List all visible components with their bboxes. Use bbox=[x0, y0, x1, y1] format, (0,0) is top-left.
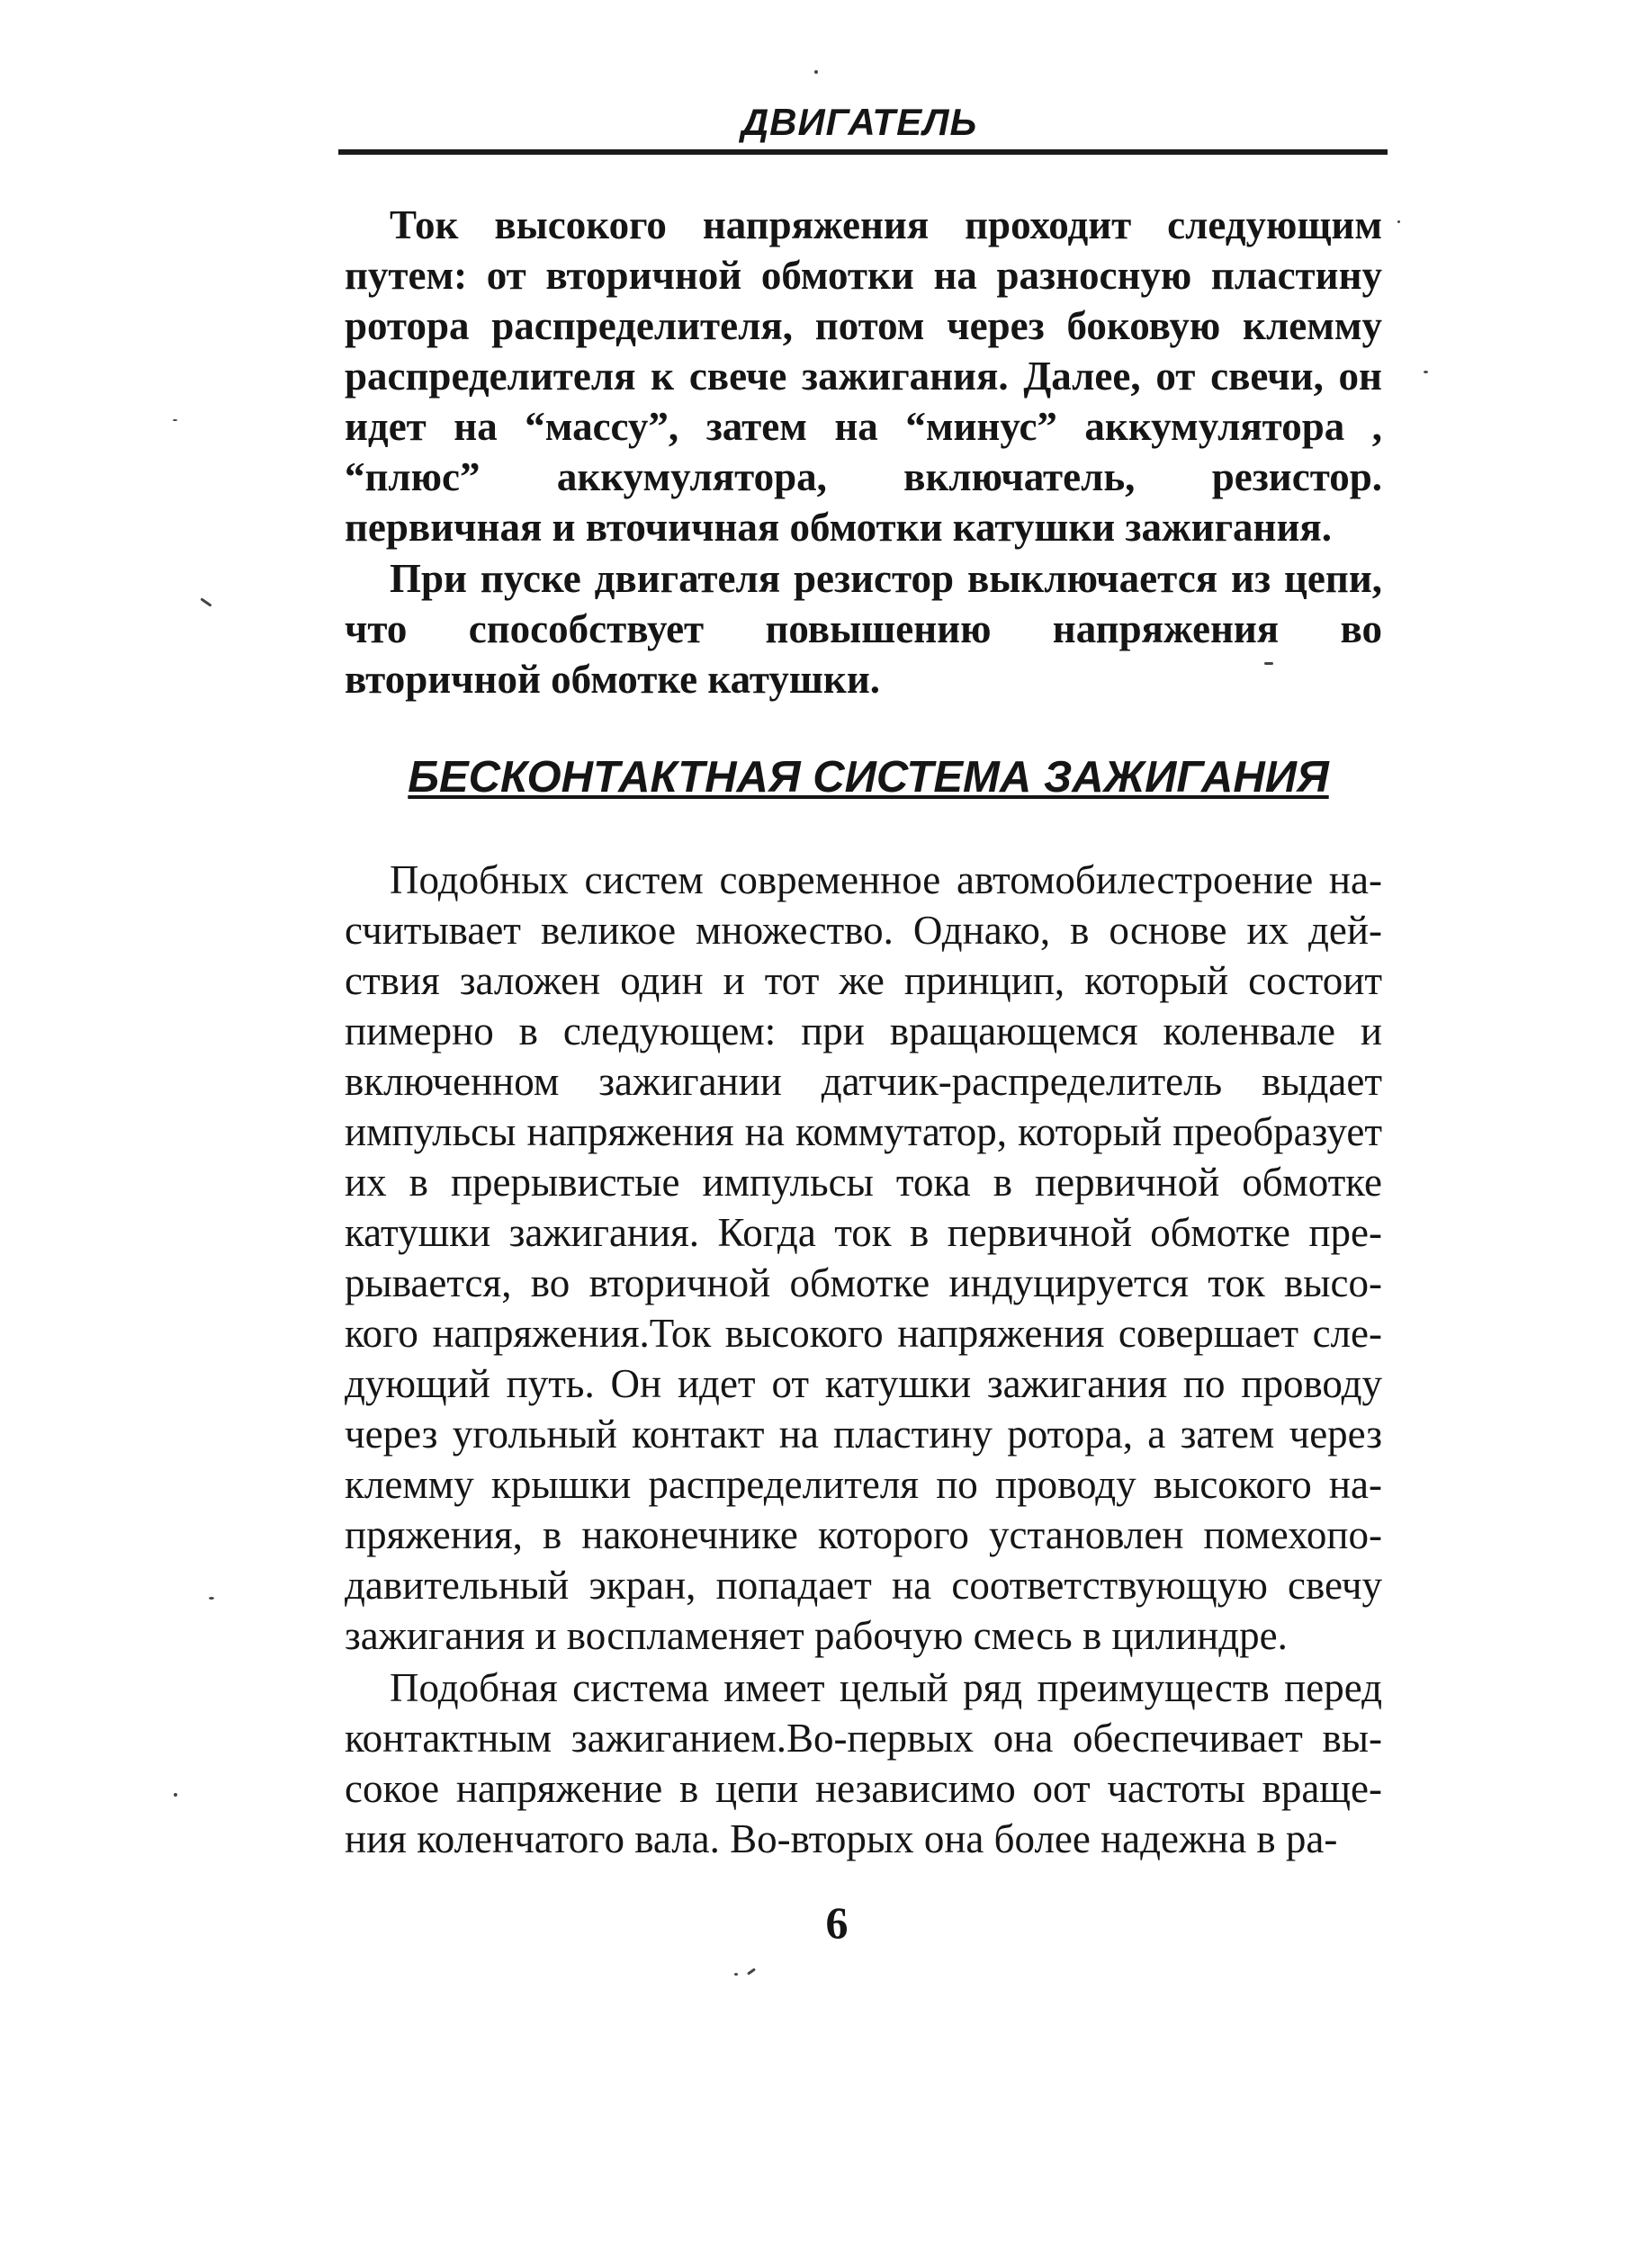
paragraph: При пуске двигателя резистор выключается из цепи, что способствует повышению напряжения во вторичной обмотке катушки. bbox=[345, 556, 1382, 702]
scan-speck bbox=[814, 70, 818, 74]
scan-speck bbox=[1397, 220, 1400, 223]
paragraph-block-section-2 bbox=[345, 1663, 1382, 1864]
scan-speck bbox=[173, 419, 177, 421]
scan-speck bbox=[1424, 371, 1428, 373]
scan-speck bbox=[209, 1597, 214, 1600]
paragraph: Ток высокого напряжения проходит следующим путем: от вторичной обмотки на разносную пластину ротора распределителя, потом через боковую клемму распределителя к свече зажигания. Далее, от свечи, он идет на “массу”, затем на “минус” аккумулятора , “плюс” аккумулятора, включатель, резистор. первичная и вточичная обмотки катушки зажигания. bbox=[345, 202, 1382, 550]
paragraph: Подобная система имеет целый ряд преимуществ перед контактным зажиганием.Во-первых она обеспечивает высокое напряжение в цепи независимо оот частоты вращения коленчатого вала. Во-вторых она более надежна в ра- bbox=[345, 1665, 1382, 1861]
paragraph-block-section-1 bbox=[345, 855, 1382, 1661]
scan-speck bbox=[200, 597, 211, 606]
scan-speck bbox=[174, 1793, 177, 1797]
scan-speck bbox=[747, 1968, 756, 1975]
running-header: ДВИГАТЕЛЬ bbox=[741, 101, 978, 143]
scan-speck bbox=[734, 1973, 738, 1976]
header-rule bbox=[338, 149, 1388, 155]
scan-speck bbox=[1264, 662, 1273, 665]
paragraph-block-top-2 bbox=[345, 553, 1382, 704]
paragraph-block-top-1 bbox=[345, 200, 1382, 552]
paragraph: Подобных систем современное автомобилестроение насчитывает великое множество. Однако, в основе их действия заложен один и тот же принцип, который состоит пимерно в следующем: при вращающемся коленвале и включенном зажигании датчик-распределитель выдает импульсы напряжения на коммутатор, который преобразует их в прерывистые импульсы тока в первичной обмотке катушки зажигания. Когда ток в первичной обмотке прерывается, во вторичной обмотке индуцируется ток высокого напряжения.Ток высокого напряжения совершает следующий путь. Он идет от катушки зажигания по проводу через угольный контакт на пластину ротора, а затем через клемму крышки распределителя по проводу высокого напряжения, в наконечнике которого установлен помехоподавительный экран, попадает на соответствующую свечу зажигания и воспламеняет рабочую смесь в цилиндре. bbox=[345, 857, 1382, 1658]
page-number: 6 bbox=[825, 1897, 849, 1948]
section-heading: БЕСКОНТАКТНАЯ СИСТЕМА ЗАЖИГАНИЯ bbox=[408, 753, 1329, 802]
